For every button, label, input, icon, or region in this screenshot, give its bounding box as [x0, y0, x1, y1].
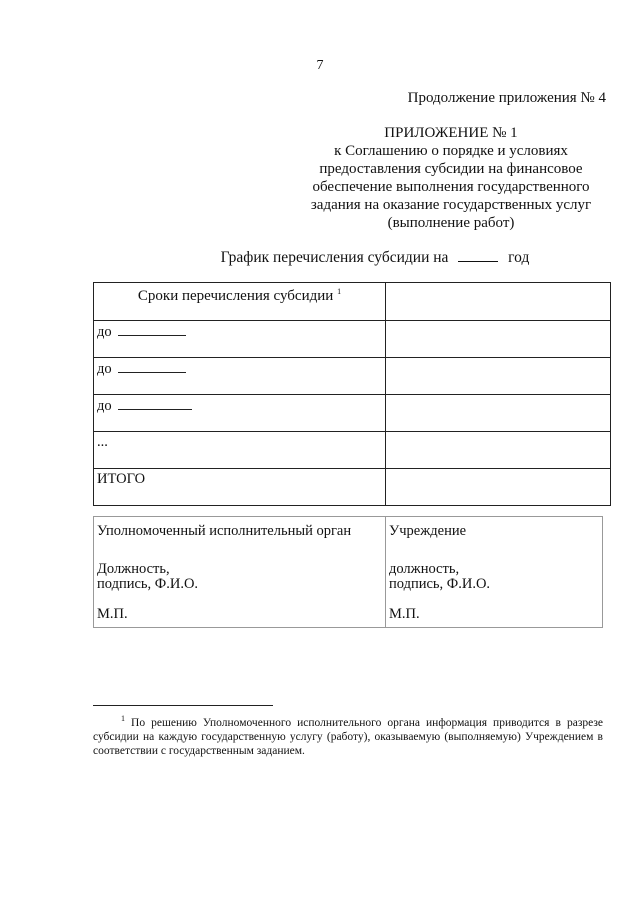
org-seal-label: М.П. — [97, 606, 128, 622]
table-row-total — [94, 469, 611, 506]
table-row — [94, 358, 611, 395]
signatures-table — [93, 516, 603, 628]
row-label: до — [97, 398, 112, 414]
total-amount-cell — [386, 469, 611, 506]
total-label-cell — [94, 469, 386, 506]
amount-cell — [386, 358, 611, 395]
date-blank — [118, 323, 186, 336]
column-header-label: Сроки перечисления субсидии — [137, 288, 334, 304]
footnote-text: По решению Уполномоченного исполнительного органа информация приводится в разрезе субсидии на каждую государственную услугу (работу), оказываемую (выполняемую) Учреждением в соответствии с государственным заданием. — [93, 716, 603, 757]
institution-position-line2: подпись, Ф.И.О. — [389, 576, 491, 592]
org-position-line2: подпись, Ф.И.О. — [97, 576, 199, 592]
institution-position-line1: должность, — [389, 561, 460, 577]
year-blank — [458, 249, 498, 262]
appendix-title: ПРИЛОЖЕНИЕ № 1 — [384, 125, 518, 141]
total-label: ИТОГО — [97, 471, 146, 487]
schedule-title — [0, 249, 640, 267]
date-cell — [94, 395, 386, 432]
row-label: ... — [97, 434, 108, 450]
row-label: до — [97, 361, 112, 377]
table-header-row — [94, 283, 611, 321]
date-cell — [94, 432, 386, 469]
org-position-line1: Должность, — [97, 561, 170, 577]
institution-position — [389, 562, 599, 592]
page-number: 7 — [316, 58, 324, 73]
schedule-table — [93, 282, 611, 506]
schedule-title-text: График перечисления субсидии на — [220, 249, 449, 266]
amount-cell — [386, 321, 611, 358]
schedule-title-year: год — [508, 249, 530, 266]
amount-cell — [386, 395, 611, 432]
institution-signature-cell — [386, 517, 603, 628]
appendix-line: обеспечение выполнения государственного — [312, 179, 590, 195]
column-header-dates — [94, 283, 386, 321]
appendix-line: предоставления субсидии на финансовое — [319, 161, 583, 177]
column-header-amount — [386, 283, 611, 321]
footnote-number: 1 — [121, 714, 125, 723]
footnote-separator — [93, 705, 273, 706]
continuation-note: Продолжение приложения № 4 — [407, 90, 606, 106]
row-label: до — [97, 324, 112, 340]
date-cell — [94, 321, 386, 358]
table-row — [94, 432, 611, 469]
appendix-line: задания на оказание государственных услуг — [310, 197, 592, 213]
institution-heading: Учреждение — [389, 523, 467, 539]
date-blank — [118, 360, 186, 373]
date-cell — [94, 358, 386, 395]
amount-cell — [386, 432, 611, 469]
footnote-mark: 1 — [337, 287, 342, 296]
appendix-line: (выполнение работ) — [387, 215, 515, 231]
footnote — [93, 712, 603, 758]
org-signature-cell — [94, 517, 386, 628]
table-row — [94, 321, 611, 358]
table-row — [94, 395, 611, 432]
org-position — [97, 562, 382, 592]
org-heading: Уполномоченный исполнительный орган — [97, 523, 352, 539]
appendix-heading — [290, 124, 612, 232]
date-blank — [118, 397, 192, 410]
signatures-row — [94, 517, 603, 628]
appendix-line: к Соглашению о порядке и условиях — [334, 143, 568, 159]
institution-seal-label: М.П. — [389, 606, 420, 622]
